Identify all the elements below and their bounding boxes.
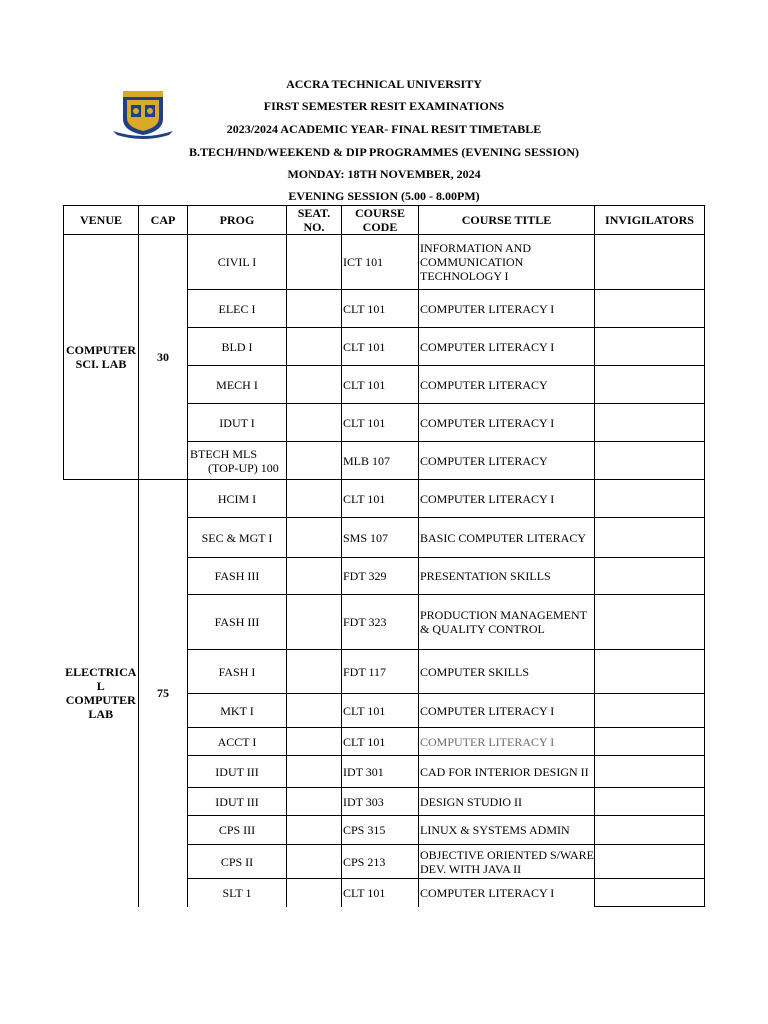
table-row xyxy=(64,235,705,290)
seat-no-cell xyxy=(287,442,342,480)
course-code-cell: CLT 101 xyxy=(342,480,419,518)
seat-no-cell xyxy=(287,879,342,907)
programme-cell: FASH I xyxy=(188,650,287,694)
invigilator-cell xyxy=(595,845,705,879)
course-title-cell: PRODUCTION MANAGEMENT & QUALITY CONTROL xyxy=(419,595,595,650)
course-code-cell: CLT 101 xyxy=(342,728,419,756)
course-code-cell: CLT 101 xyxy=(342,328,419,366)
course-title-cell: DESIGN STUDIO II xyxy=(419,788,595,816)
course-title-header: COURSE TITLE xyxy=(419,206,595,235)
session-time: EVENING SESSION (5.00 - 8.00PM) xyxy=(288,189,480,203)
invigilator-cell xyxy=(595,366,705,404)
programme-cell: MKT I xyxy=(188,694,287,728)
programme-cell: FASH III xyxy=(188,558,287,595)
invigilator-cell xyxy=(595,728,705,756)
course-code-cell: CLT 101 xyxy=(342,366,419,404)
seat-no-cell xyxy=(287,845,342,879)
seat-no-cell xyxy=(287,728,342,756)
course-title-cell: COMPUTER LITERACY I xyxy=(419,404,595,442)
seat-no-cell xyxy=(287,595,342,650)
exam-title: FIRST SEMESTER RESIT EXAMINATIONS xyxy=(263,99,505,113)
timetable xyxy=(63,205,705,907)
course-title-cell: BASIC COMPUTER LITERACY xyxy=(419,518,595,558)
course-title-cell: COMPUTER LITERACY I xyxy=(419,328,595,366)
seat-no-cell xyxy=(287,788,342,816)
course-title-cell: LINUX & SYSTEMS ADMIN xyxy=(419,816,595,845)
venue-line: COMPUTER xyxy=(65,693,136,708)
course-code-cell: FDT 117 xyxy=(342,650,419,694)
course-title-cell: COMPUTER SKILLS xyxy=(419,650,595,694)
programme-cell xyxy=(188,442,287,480)
programme-cell: ELEC I xyxy=(188,290,287,328)
venue-header: VENUE xyxy=(64,206,139,235)
programme-cell: MECH I xyxy=(188,366,287,404)
invigilator-cell xyxy=(595,595,705,650)
programme-line: (TOP-UP) 100 xyxy=(208,460,279,475)
invigilator-cell xyxy=(595,290,705,328)
programme-cell: SLT 1 xyxy=(188,879,287,907)
invigilator-cell xyxy=(595,788,705,816)
course-code-cell: SMS 107 xyxy=(342,518,419,558)
seat-no-cell xyxy=(287,756,342,788)
course-code-cell: CPS 213 xyxy=(342,845,419,879)
programme-cell: SEC & MGT I xyxy=(188,518,287,558)
programme-line: BTECH MLS xyxy=(190,446,258,461)
academic-year: 2023/2024 ACADEMIC YEAR- FINAL RESIT TIMETABLE xyxy=(226,122,542,136)
prog-header: PROG xyxy=(188,206,287,235)
programme-cell: ACCT I xyxy=(188,728,287,756)
invigilator-cell xyxy=(595,518,705,558)
invigilator-cell xyxy=(595,816,705,845)
invigilator-cell xyxy=(595,694,705,728)
programme-cell: IDUT III xyxy=(188,756,287,788)
seat-no-cell xyxy=(287,518,342,558)
course-code-cell: CLT 101 xyxy=(342,404,419,442)
programme-cell: CIVIL I xyxy=(188,235,287,290)
seat-no-cell xyxy=(287,328,342,366)
course-title-cell: COMPUTER LITERACY I xyxy=(419,728,595,756)
programmes-line: B.TECH/HND/WEEKEND & DIP PROGRAMMES (EVENING SESSION) xyxy=(188,145,580,159)
university-name: ACCRA TECHNICAL UNIVERSITY xyxy=(286,77,482,91)
course-code-cell: CLT 101 xyxy=(342,290,419,328)
table-row xyxy=(64,480,705,518)
capacity-cell: 30 xyxy=(139,235,188,480)
seat-no-cell xyxy=(287,290,342,328)
seat-header-line2: NO. xyxy=(303,220,325,234)
course-code-cell: FDT 323 xyxy=(342,595,419,650)
course-title-cell: COMPUTER LITERACY xyxy=(419,366,595,404)
exam-date: MONDAY: 18TH NOVEMBER, 2024 xyxy=(287,167,481,181)
seat-no-cell xyxy=(287,480,342,518)
invigilator-cell xyxy=(595,650,705,694)
invigilator-cell xyxy=(595,558,705,595)
invigilator-cell xyxy=(595,328,705,366)
venue-line: ELECTRICA xyxy=(65,665,137,680)
seat-no-cell xyxy=(287,816,342,845)
seat-no-cell xyxy=(287,558,342,595)
course-code-header xyxy=(342,206,419,235)
course-title-cell: COMPUTER LITERACY I xyxy=(419,879,595,907)
venue-line: L xyxy=(96,679,105,694)
course-title-cell: COMPUTER LITERACY I xyxy=(419,694,595,728)
course-code-cell: FDT 329 xyxy=(342,558,419,595)
programme-cell: BLD I xyxy=(188,328,287,366)
course-title-cell: PRESENTATION SKILLS xyxy=(419,558,595,595)
course-code-cell: ICT 101 xyxy=(342,235,419,290)
course-title-cell: COMPUTER LITERACY I xyxy=(419,480,595,518)
header-row xyxy=(64,206,705,235)
course-title-cell: OBJECTIVE ORIENTED S/WARE DEV. WITH JAVA II xyxy=(419,845,595,879)
course-code-cell: MLB 107 xyxy=(342,442,419,480)
code-header-line2: CODE xyxy=(362,220,398,234)
programme-cell: IDUT I xyxy=(188,404,287,442)
invigilator-cell xyxy=(595,404,705,442)
venue-line: SCI. LAB xyxy=(75,357,127,371)
seat-no-cell xyxy=(287,650,342,694)
invigilator-cell xyxy=(595,442,705,480)
cap-header: CAP xyxy=(139,206,188,235)
course-code-cell: CLT 101 xyxy=(342,879,419,907)
code-header-line1: COURSE xyxy=(354,206,405,220)
programme-cell: CPS III xyxy=(188,816,287,845)
course-code-cell: IDT 303 xyxy=(342,788,419,816)
programme-cell: IDUT III xyxy=(188,788,287,816)
seat-no-cell xyxy=(287,694,342,728)
course-code-cell: CLT 101 xyxy=(342,694,419,728)
invigilator-cell xyxy=(595,480,705,518)
seat-no-cell xyxy=(287,235,342,290)
course-title-cell: COMPUTER LITERACY xyxy=(419,442,595,480)
course-code-cell: CPS 315 xyxy=(342,816,419,845)
programme-cell: HCIM I xyxy=(188,480,287,518)
seat-header-line1: SEAT. xyxy=(297,206,331,220)
venue-cell xyxy=(64,235,139,480)
course-title-cell: CAD FOR INTERIOR DESIGN II xyxy=(419,756,595,788)
invigilator-cell xyxy=(595,879,705,907)
course-code-cell: IDT 301 xyxy=(342,756,419,788)
invigilators-header: INVIGILATORS xyxy=(595,206,705,235)
venue-cell xyxy=(64,480,139,907)
course-title-cell: COMPUTER LITERACY I xyxy=(419,290,595,328)
seat-no-cell xyxy=(287,366,342,404)
venue-line: LAB xyxy=(88,707,114,722)
programme-cell: FASH III xyxy=(188,595,287,650)
course-title-cell: INFORMATION AND COMMUNICATION TECHNOLOGY I xyxy=(419,235,595,290)
invigilator-cell xyxy=(595,756,705,788)
programme-cell: CPS II xyxy=(188,845,287,879)
seat-no-header xyxy=(287,206,342,235)
capacity-cell: 75 xyxy=(139,480,188,907)
seat-no-cell xyxy=(287,404,342,442)
invigilator-cell xyxy=(595,235,705,290)
venue-line: COMPUTER xyxy=(66,343,136,357)
